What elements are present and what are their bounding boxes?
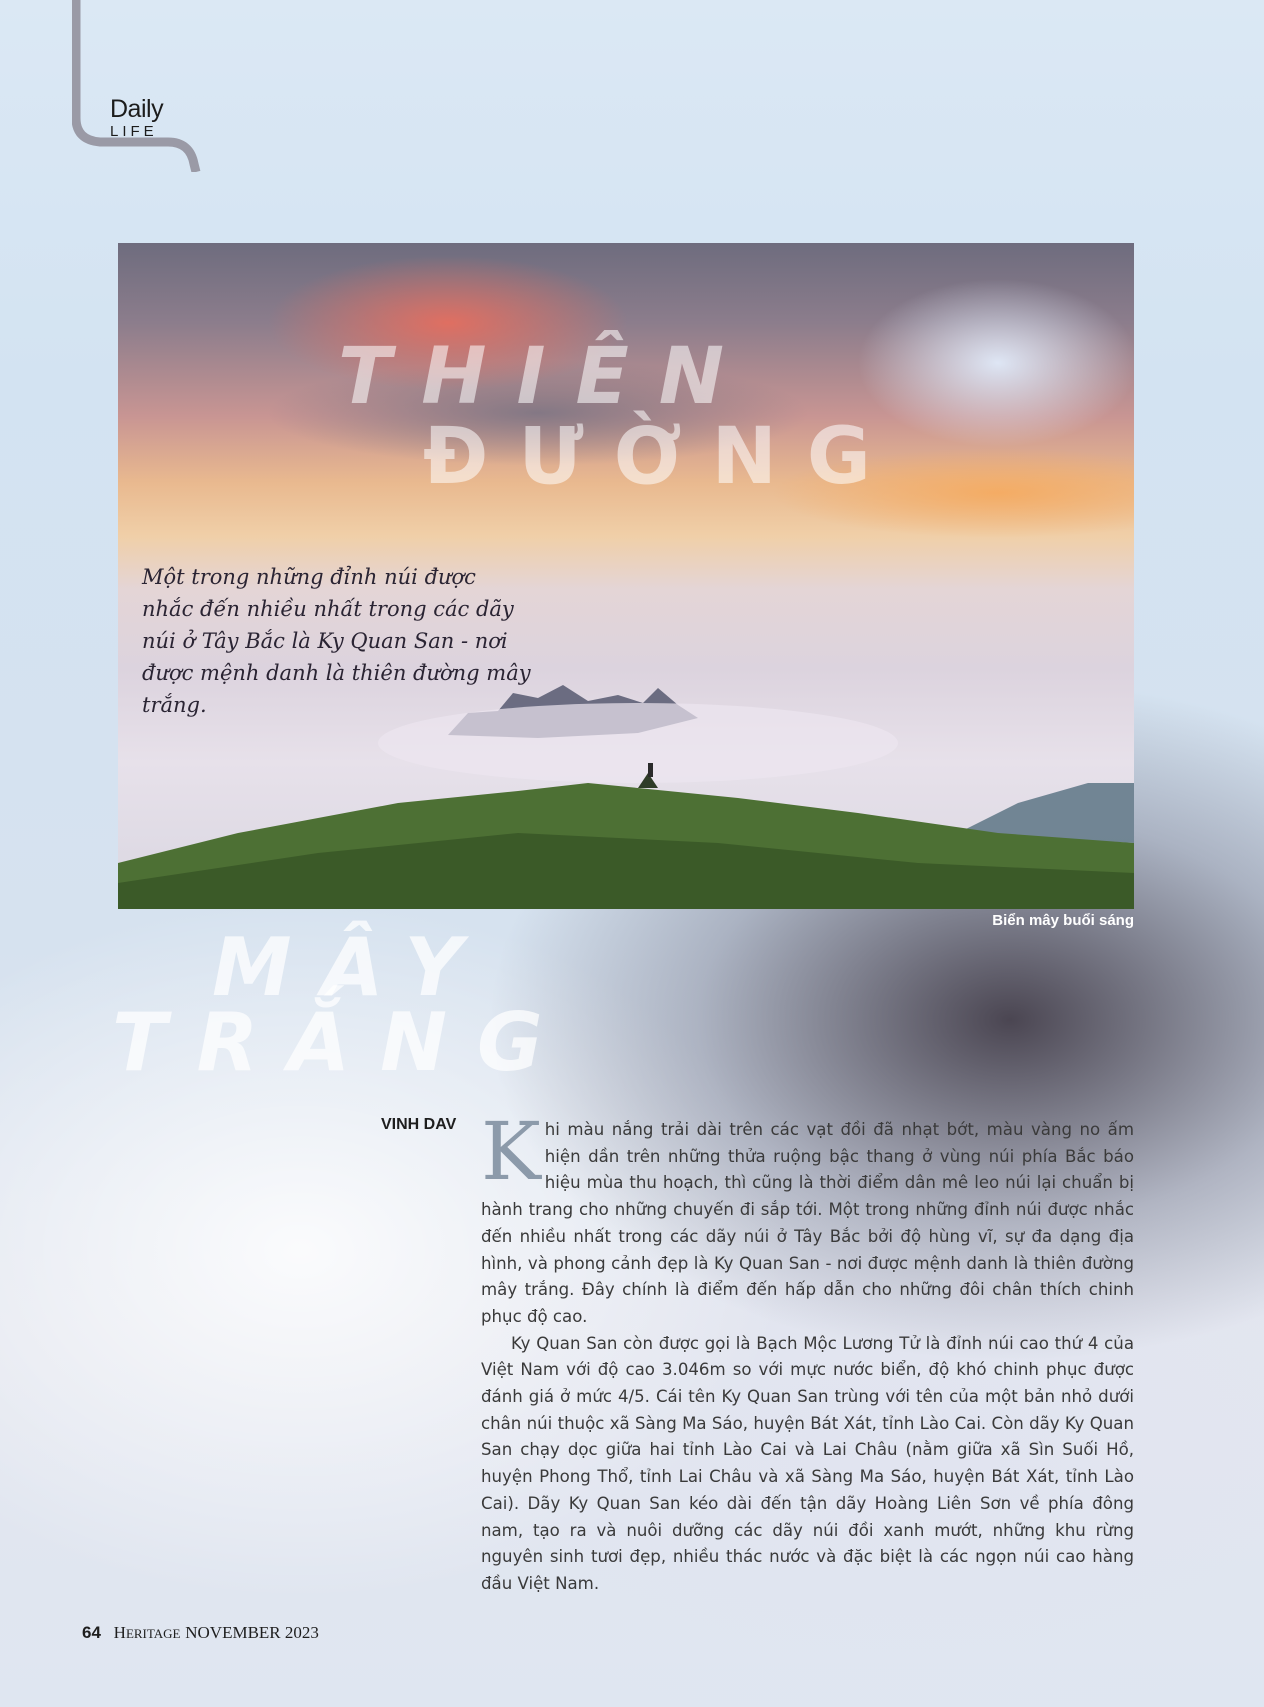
article-paragraph-2: Ky Quan San còn được gọi là Bạch Mộc Lương Tử là đỉnh núi cao thứ 4 của Việt Nam với độ cao 3.046m so với mực nước biển, độ khó chinh phục được đánh giá ở mức 4/5. Cái tên Ky Quan San trùng với tên của một bản nhỏ dưới chân núi thuộc xã Sàng Ma Sáo, huyện Bát Xát, tỉnh Lào Cai. Còn dãy Ky Quan San chạy dọc giữa hai tỉnh Lào Cai và Lai Châu (nằm giữa xã Sìn Suối Hồ, huyện Phong Thổ, tỉnh Lai Châu và xã Sàng Ma Sáo, huyện Bát Xát, tỉnh Lào Cai). Dãy Ky Quan San kéo dài đến tận dãy Hoàng Liên Sơn về phía đông nam, tạo ra và nuôi dưỡng các dãy núi đồi xanh mướt, những khu rừng nguyên sinh tươi đẹp, nhiều thác nước và đặc biệt là các ngọn núi cao hàng đầu Việt Nam. [481,1333,1134,1593]
hero-photo [118,243,1134,909]
dropcap: K [481,1105,541,1198]
hero-title-line1: THIÊN [338,332,755,422]
section-bracket-decoration [72,0,202,172]
page-footer [82,1623,319,1643]
paragraph-1-text: hi màu nắng trải dài trên các vạt đồi đã nhạt bớt, màu vàng no ấm hiện dần trên những thửa ruộng bậc thang ở vùng núi phía Bắc báo hiệu mùa thu hoạch, thì cũng là thời điểm dân mê leo núi lại chuẩn bị hành trang cho những chuyến đi sắp tới. Một trong những đỉnh núi được nhắc đến nhiều nhất trong các dãy núi ở Tây Bắc bởi độ hùng vĩ, sự đa dạng địa hình, và phong cảnh đẹp là Ky Quan San - nơi được mệnh danh là thiên đường mây trắng. Đây chính là điểm đến hấp dẫn cho những đôi chân thích chinh phục độ cao. [481,1120,1134,1326]
section-label [110,96,163,140]
hero-title-line2: ĐƯỜNG [423,412,901,502]
magazine-initial: H [113,1623,126,1642]
hero-intro-text: Một trong những đỉnh núi được nhắc đến nhiều nhất trong các dãy núi ở Tây Bắc là Ky Quan San - nơi được mệnh danh là thiên đường mây trắng. [142,565,531,717]
article-paragraph-1 [481,1105,1134,1331]
photo-caption: Biển mây buổi sáng [992,912,1134,929]
issue-date: NOVEMBER 2023 [185,1623,319,1642]
section-label-daily: Daily [110,95,164,123]
page-number: 64 [82,1623,101,1642]
section-label-life: LIFE [110,123,158,140]
article-body [481,1105,1134,1598]
magazine-name [114,1623,181,1642]
magazine-name-rest: ERITAGE [125,1626,181,1641]
title-line4: TRẮNG [112,996,573,1089]
author-byline: VINH DAV [381,1116,457,1133]
title-line3: MÂY [212,921,493,1014]
